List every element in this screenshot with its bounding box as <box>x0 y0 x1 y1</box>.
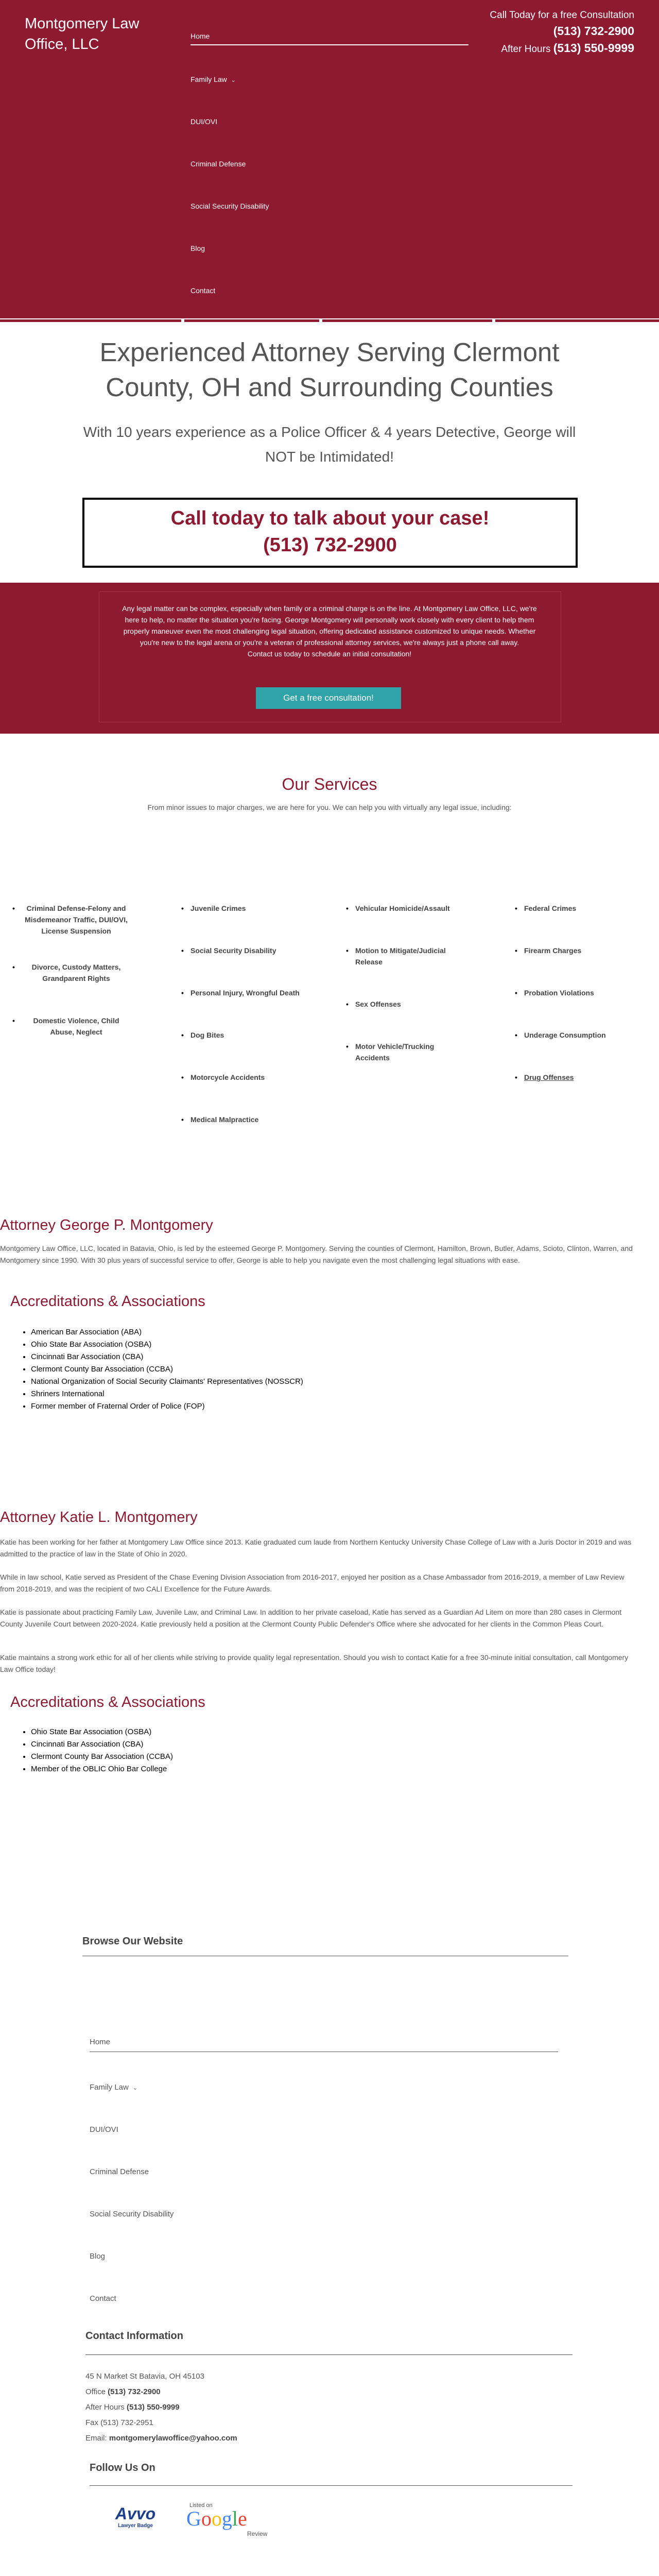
site-logo[interactable]: Montgomery Law Office, LLC <box>25 15 140 53</box>
header-divider-notch <box>492 319 495 324</box>
google-wordmark-letter: l <box>232 2507 238 2530</box>
avvo-wordmark: Avvo <box>115 2504 156 2523</box>
accreditation-item: • Clermont County Bar Association (CCBA) <box>31 1363 303 1376</box>
nav-blog[interactable]: Blog <box>190 244 205 252</box>
service-item: • Motion to Mitigate/Judicial Release <box>346 945 464 968</box>
email-label: Email: <box>85 2434 107 2443</box>
service-item: • Dog Bites <box>181 1029 300 1041</box>
chevron-down-icon: ⌄ <box>132 2085 138 2091</box>
google-wordmark-text <box>186 2507 247 2530</box>
services-intro: From minor issues to major charges, we are here for you. We can help you with virtually any legal issue, including: <box>147 803 512 811</box>
header-divider-line <box>0 318 659 319</box>
service-item: • Motor Vehicle/Trucking Accidents <box>346 1041 464 1063</box>
service-item: • Federal Crimes <box>515 903 633 914</box>
service-item: • Divorce, Custody Matters, Grandparent Rights <box>12 961 131 984</box>
header-divider-notch <box>181 319 184 324</box>
contact-title: Contact Information <box>85 2330 183 2342</box>
call-text: Call Today for a free Consultation <box>490 10 634 21</box>
services-column-2 <box>181 903 300 1125</box>
service-item: • Motorcycle Accidents <box>181 1072 300 1083</box>
nav-home[interactable]: Home <box>190 30 469 45</box>
service-item: • Vehicular Homicide/Assault <box>346 903 464 914</box>
chevron-down-icon: ⌄ <box>231 77 236 83</box>
katie-accreditations-title: Accreditations & Associations <box>10 1694 205 1710</box>
service-item: • Social Security Disability <box>181 945 300 956</box>
contact-fax: Fax (513) 732-2951 <box>85 2418 153 2427</box>
after-hours-footer-phone[interactable]: (513) 550-9999 <box>127 2403 180 2412</box>
google-wordmark-letter: o <box>201 2507 212 2530</box>
email-address[interactable]: montgomerylawoffice@yahoo.com <box>109 2434 237 2443</box>
george-accreditations-list <box>21 1326 303 1413</box>
services-column-3 <box>346 903 464 1063</box>
cta-phone[interactable]: (513) 732-2900 <box>263 534 397 556</box>
service-item: • Firearm Charges <box>515 945 633 956</box>
footer-link-dui-ovi[interactable]: DUI/OVI <box>90 2125 118 2134</box>
services-title: Our Services <box>282 775 377 793</box>
header-main-phone[interactable]: (513) 732-2900 <box>553 24 634 38</box>
hero-subtitle: With 10 years experience as a Police Officer & 4 years Detective, George will NOT be Intimidated! <box>83 424 576 465</box>
nav-social-security[interactable]: Social Security Disability <box>190 202 269 210</box>
accreditation-item: • Cincinnati Bar Association (CBA) <box>31 1351 303 1363</box>
footer-link-blog[interactable]: Blog <box>90 2252 106 2261</box>
services-column-4 <box>515 903 633 1083</box>
after-hours-label: After Hours <box>501 44 551 55</box>
google-review-badge-icon[interactable] <box>186 2500 274 2539</box>
contact-after-hours <box>85 2401 180 2414</box>
intro-text <box>119 603 540 659</box>
accreditation-item: • National Organization of Social Security Claimants' Representatives (NOSSCR) <box>31 1376 303 1388</box>
george-bio: Montgomery Law Office, LLC, located in Batavia, Ohio, is led by the esteemed George P. Montgomery. Serving the counties of Clermont, Hamilton, Brown, Butler, Adams, Scioto, Clinton, Warren, and Montgomery since 1990. With 30 plus years of successful service to offer, George is able to help you navigate even the most challenging legal situations with ease. <box>0 1244 633 1264</box>
header-after-hours-phone[interactable]: (513) 550-9999 <box>553 41 634 55</box>
service-item: • Juvenile Crimes <box>181 903 300 914</box>
katie-paragraph-4: Katie maintains a strong work ethic for all of her clients while striving to provide quality legal representation. Should you wish to contact Katie for a free 30-minute initial consultation, call Montgomery Law Office today! <box>0 1653 629 1673</box>
accreditation-item: • Shriners International <box>31 1388 303 1400</box>
service-item-drug-offenses[interactable] <box>515 1072 633 1083</box>
contact-email <box>85 2432 237 2445</box>
browse-title: Browse Our Website <box>82 1936 183 1947</box>
service-item: • Domestic Violence, Child Abuse, Neglect <box>12 1015 131 1038</box>
service-item: • Personal Injury, Wrongful Death <box>181 987 300 998</box>
google-listed-text: Listed on <box>189 2502 213 2509</box>
drug-offenses-link[interactable]: Drug Offenses <box>524 1073 574 1081</box>
accreditation-item: • Cincinnati Bar Association (CBA) <box>31 1738 173 1751</box>
google-wordmark-letter: o <box>211 2507 222 2530</box>
footer-family-law-label: Family Law <box>90 2083 129 2092</box>
accreditation-item: • Member of the OBLIC Ohio Bar College <box>31 1763 173 1775</box>
header-divider-notch <box>319 319 322 324</box>
accreditation-item: • Ohio State Bar Association (OSBA) <box>31 1338 303 1351</box>
follow-rule <box>90 2485 573 2486</box>
nav-contact[interactable]: Contact <box>190 286 216 295</box>
service-item: • Underage Consumption <box>515 1029 633 1041</box>
google-wordmark-letter: e <box>238 2507 247 2530</box>
contact-office <box>85 2385 161 2399</box>
cta-box <box>82 498 578 568</box>
avvo-tagline: Lawyer Badge <box>118 2523 153 2529</box>
service-item: • Medical Malpractice <box>181 1114 300 1125</box>
header-call-block <box>464 7 634 57</box>
nav-family-law-label: Family Law <box>190 75 227 83</box>
footer-link-family-law[interactable] <box>90 2081 558 2094</box>
services-column-1 <box>12 903 131 1038</box>
avvo-badge-icon[interactable] <box>97 2504 174 2529</box>
accreditation-item: • American Bar Association (ABA) <box>31 1326 303 1338</box>
nav-dui-ovi[interactable]: DUI/OVI <box>190 117 218 126</box>
katie-accreditations-list <box>21 1726 173 1775</box>
contact-address: 45 N Market St Batavia, OH 45103 <box>85 2372 204 2381</box>
cta-heading: Call today to talk about your case! <box>170 507 490 529</box>
footer-link-social-security[interactable]: Social Security Disability <box>90 2210 174 2218</box>
george-accreditations-title: Accreditations & Associations <box>10 1293 205 1310</box>
free-consultation-button[interactable]: Get a free consultation! <box>256 687 401 709</box>
service-item: • Sex Offenses <box>346 998 464 1010</box>
google-wordmark <box>186 2507 247 2530</box>
katie-paragraph-3: Katie is passionate about practicing Family Law, Juvenile Law, and Criminal Law. In addition to her private caseload, Katie has served as a Guardian Ad Litem on more than 280 cases in Clermont County Juvenile Court between 2020-2024. Katie previously held a position at the Clermont County Public Defender's Office where she advocated for her clients in the Common Pleas Court. <box>0 1608 622 1628</box>
google-wordmark-letter: G <box>186 2507 201 2530</box>
service-item: • Criminal Defense-Felony and Misdemeanor Traffic, DUI/OVI, License Suspension <box>12 903 131 937</box>
service-item: • Probation Violations <box>515 987 633 998</box>
after-hours-footer-label: After Hours <box>85 2403 125 2412</box>
google-wordmark-letter: g <box>221 2507 232 2530</box>
george-title: Attorney George P. Montgomery <box>0 1217 213 1233</box>
katie-paragraph-2: While in law school, Katie served as President of the Chase Evening Division Association from 2016-2017, enjoyed her position as a Chase Ambassador from 2016-2019, a member of Law Review from 2018-2019, and was the recipient of two CALI Excellence for the Future Awards. <box>0 1573 625 1593</box>
contact-rule <box>85 2354 573 2355</box>
nav-family-law[interactable] <box>190 73 469 87</box>
google-review-text: Review <box>247 2530 268 2537</box>
accreditation-item: • Ohio State Bar Association (OSBA) <box>31 1726 173 1738</box>
office-phone[interactable]: (513) 732-2900 <box>108 2387 161 2396</box>
footer-link-criminal-defense[interactable]: Criminal Defense <box>90 2167 149 2176</box>
follow-title: Follow Us On <box>90 2462 155 2473</box>
accreditation-item: • Former member of Fraternal Order of Police (FOP) <box>31 1400 303 1413</box>
footer-link-home[interactable]: Home <box>90 2036 558 2052</box>
office-label: Office <box>85 2387 106 2396</box>
accreditation-item: • Clermont County Bar Association (CCBA) <box>31 1751 173 1763</box>
katie-paragraph-1: Katie has been working for her father at Montgomery Law Office since 2013. Katie graduated cum laude from Northern Kentucky University Chase College of Law with a Juris Doctor in 2019 and was admitted to the practice of law in the State of Ohio in 2020. <box>0 1538 632 1558</box>
footer-link-contact[interactable]: Contact <box>90 2294 116 2303</box>
hero-title: Experienced Attorney Serving Clermont County, OH and Surrounding Counties <box>99 337 560 402</box>
nav-criminal-defense[interactable]: Criminal Defense <box>190 160 246 168</box>
intro-contact-line: Contact us today to schedule an initial consultation! <box>247 650 412 658</box>
katie-title: Attorney Katie L. Montgomery <box>0 1509 198 1526</box>
intro-paragraph: Any legal matter can be complex, especially when family or a criminal charge is on the line. At Montgomery Law Office, LLC, we're here to help, no matter the situation you're facing. George Montgomery will personally work closely with every client to help them properly maneuver even the most challenging legal situation, offering dedicated assistance customized to unique needs. Whether you're new to the legal arena or you're a veteran of professional attorney services, we're always just a phone call away. <box>122 604 537 647</box>
